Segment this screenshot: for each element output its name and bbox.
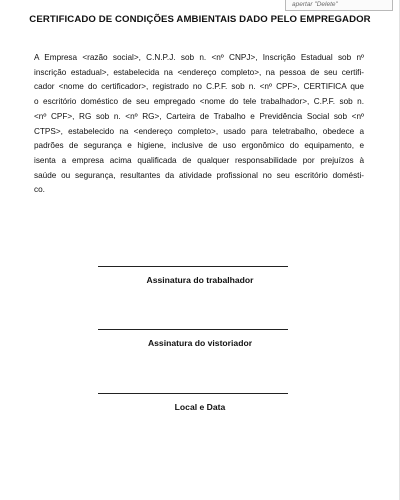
place-date-line [98,393,288,394]
body-line: co. [34,185,45,195]
body-line: isenta a empresa acima qualificada de qualquer responsabilidade por prejuízos à [34,155,364,165]
place-date-label: Local e Data [174,402,226,412]
body-line: <nº CPF>, RG sob n. <nº RG>, Carteira de Trabalho e Previdência Social sob <nº [34,111,364,121]
body-line: saúde ou segurança, resultantes da atividade profissional no seu escritório domésti- [34,170,364,180]
document-title: CERTIFICADO DE CONDIÇÕES AMBIENTAIS DADO PELO EMPREGADOR [29,14,371,25]
body-line: cador <nome do certificador>, registrado no C.P.F. sob n. <nº CPF>, CERTIFICA que [34,82,364,92]
delete-hint-note: apertar "Delete" [285,0,393,11]
body-line: A Empresa <razão social>, C.N.P.J. sob n. <nº CNPJ>, Inscrição Estadual sob nº [34,53,364,62]
body-line: inscrição estadual>, estabelecida na <endereço completo>, na pessoa de seu certifi- [34,67,364,77]
body-line: padrões de segurança e higiene, inclusive de uso ergonômico do equipamento, e [34,141,364,151]
certificate-body [34,51,364,198]
inspector-signature-label: Assinatura do vistoriador [147,338,253,348]
body-line: CTPS>, estabelecido na <endereço completo>, usado para teletrabalho, obedece a [34,126,364,136]
worker-signature-line [98,266,288,267]
inspector-signature-line [98,329,288,330]
worker-signature-label: Assinatura do trabalhador [146,275,254,285]
body-line: o escritório doméstico de seu empregado <nome do tele trabalhador>, C.P.F. sob n. [34,97,364,107]
